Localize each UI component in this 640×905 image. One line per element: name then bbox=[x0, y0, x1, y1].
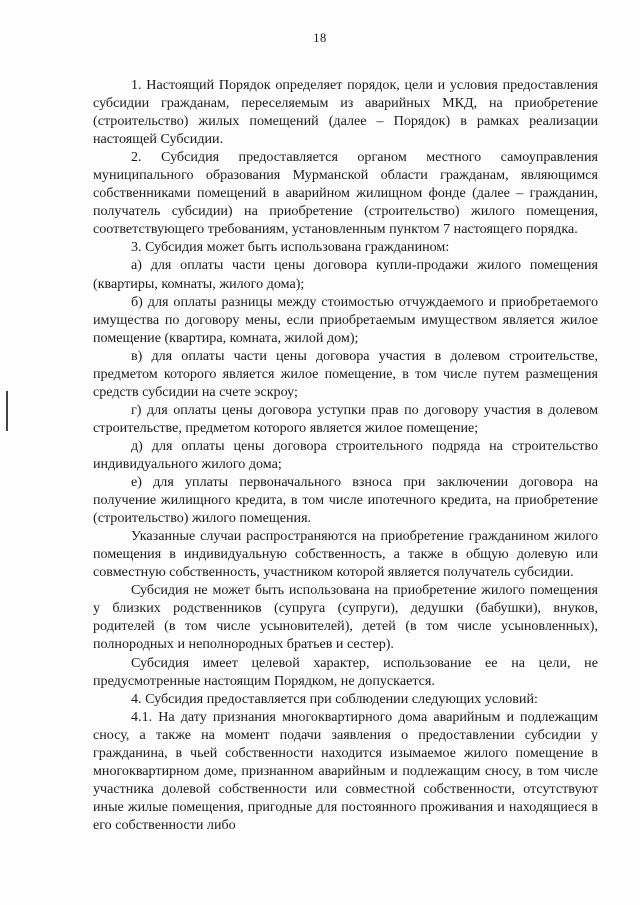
paragraph-4-1: 4.1. На дату признания многоквартирного дома аварийным и подлежащим сносу, а также на момент подачи заявления о предоставлении субсидии у гражданина, в чьей собственности находится изымаемое жилого помещение в многоквартирном доме, признанном аварийным и подлежащим сносу, в том числе участника долевой собственности или совместной собственности, отсутствуют иные жилые помещения, пригодные для постоянного проживания и находящиеся в его собственности либо bbox=[93, 708, 598, 833]
paragraph-ownership-note: Указанные случаи распространяются на приобретение гражданином жилого помещения в индивидуальную собственность, а также в общую долевую или совместную собственность, участником которой является получатель субсидии. bbox=[93, 528, 598, 581]
document-body bbox=[93, 76, 598, 834]
page-number: 18 bbox=[313, 31, 327, 45]
paragraph-3e: д) для оплаты цены договора строительного подряда на строительство индивидуального жилого дома; bbox=[93, 437, 598, 472]
paragraph-3: 3. Субсидия может быть использована гражданином: bbox=[131, 239, 450, 256]
paragraph-3f: е) для уплаты первоначального взноса при заключении договора на получение жилищного кредита, в том числе ипотечного кредита, на приобретение (строительство) жилого помещения. bbox=[93, 474, 598, 527]
paragraph-2: 2. Субсидия предоставляется органом местного самоуправления муниципального образования Мурманской области гражданам, являющимся собственниками помещений в аварийном жилищном фонде (далее – гражданин, получатель субсидии) на приобретение (строительство) жилого помещения, соответствующего требованиям, установленным пунктом 7 настоящего порядка. bbox=[93, 149, 598, 238]
paragraph-relatives-note: Субсидия не может быть использована на приобретение жилого помещения у близких родственников (супруга (супруги), дедушки (бабушки), внуков, родителей (в том числе усыновителей), детей (в том числе усыновленных), полнородных и неполнородных братьев и сестер). bbox=[93, 582, 598, 653]
paragraph-purpose-note: Субсидия имеет целевой характер, использование ее на цели, не предусмотренные настоящим Порядком, не допускается. bbox=[93, 654, 598, 689]
paragraph-3a: а) для оплаты части цены договора купли-продажи жилого помещения (квартиры, комнаты, жилого дома); bbox=[93, 257, 598, 292]
paragraph-4: 4. Субсидия предоставляется при соблюдении следующих условий: bbox=[131, 690, 538, 707]
paragraph-3c: в) для оплаты части цены договора участия в долевом строительстве, предметом которого является жилое помещение, в том числе путем размещения средств субсидии на счете эскроу; bbox=[93, 347, 598, 400]
paragraph-1: 1. Настоящий Порядок определяет порядок, цели и условия предоставления субсидии гражданам, переселяемым из аварийных МКД, на приобретение (строительство) жилых помещений (далее – Порядок) в рамках реализации настоящей Субсидии. bbox=[93, 77, 598, 148]
paragraph-3b: б) для оплаты разницы между стоимостью отчуждаемого и приобретаемого имущества по договору мены, если приобретаемым имуществом является жилое помещение (квартира, комната, жилой дом); bbox=[93, 293, 598, 346]
margin-mark bbox=[6, 391, 8, 431]
paragraph-3d: г) для оплаты цены договора уступки прав по договору участия в долевом строительстве, предметом которого является жилое помещение; bbox=[93, 401, 598, 436]
